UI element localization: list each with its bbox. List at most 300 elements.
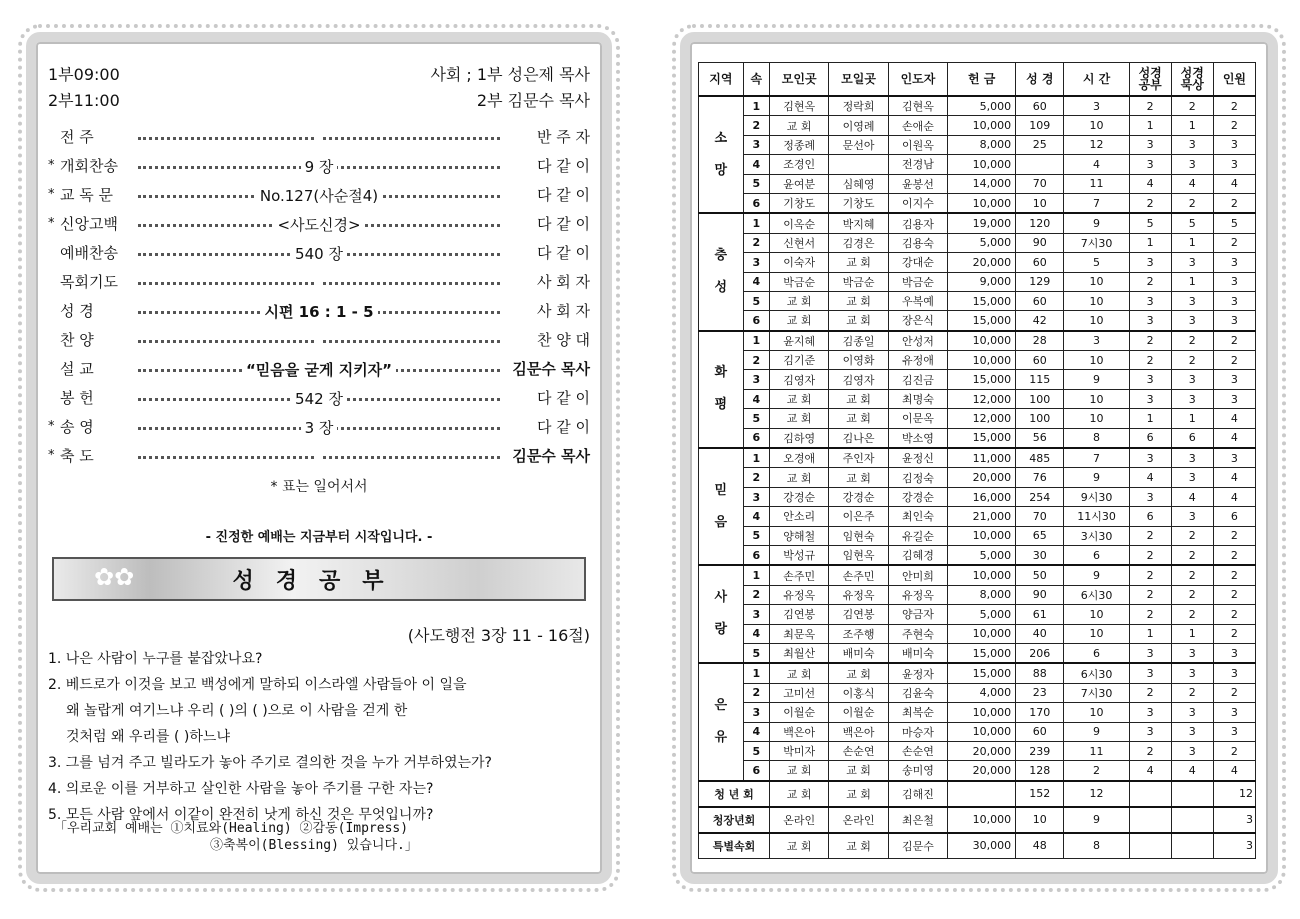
table-cell: 60 — [1016, 291, 1064, 310]
table-cell: 윤여분 — [769, 174, 828, 193]
table-cell: 김연봉 — [769, 605, 828, 624]
table-cell: 2 — [1129, 96, 1171, 116]
table-cell: 교 회 — [769, 116, 828, 135]
table-cell: 1 — [743, 331, 769, 351]
stand-mark: * — [48, 216, 55, 231]
right-page — [680, 32, 1278, 884]
table-cell: 10,000 — [948, 116, 1016, 135]
table-cell: 5,000 — [948, 545, 1016, 565]
table-cell: 3 — [1213, 291, 1255, 310]
table-cell: 5 — [743, 741, 769, 760]
table-cell: 최명숙 — [888, 389, 947, 408]
table-cell: 152 — [1016, 781, 1064, 807]
table-cell: 11시30 — [1064, 507, 1129, 526]
order-detail — [138, 446, 500, 466]
table-cell: 2 — [1213, 545, 1255, 565]
table-cell: 100 — [1016, 409, 1064, 428]
table-cell: 1 — [1171, 116, 1213, 135]
table-cell: 8 — [1064, 428, 1129, 448]
table-cell: 6 — [743, 428, 769, 448]
table-row — [699, 448, 1256, 468]
table-cell — [1016, 155, 1064, 174]
table-cell: 2 — [1129, 351, 1171, 370]
table-cell: 김해진 — [888, 781, 947, 807]
column-header: 헌 금 — [948, 63, 1016, 97]
table-cell: 김경은 — [829, 233, 888, 252]
table-cell: 안미희 — [888, 565, 947, 585]
table-cell: 2 — [1171, 96, 1213, 116]
column-header: 지역 — [699, 63, 744, 97]
table-cell: 90 — [1016, 585, 1064, 604]
table-cell: 6 — [743, 545, 769, 565]
order-label: 개회찬송 — [60, 157, 118, 175]
table-cell: 이숙자 — [769, 253, 828, 272]
table-cell: 안소리 — [769, 507, 828, 526]
table-cell: 3 — [1213, 807, 1255, 833]
table-cell: 2 — [743, 683, 769, 702]
order-person: 사 회 자 — [536, 273, 590, 291]
table-cell: 온라인 — [769, 807, 828, 833]
table-cell: 2 — [1171, 351, 1213, 370]
table-cell: 김종일 — [829, 331, 888, 351]
table-cell: 2 — [1213, 116, 1255, 135]
order-item — [48, 238, 590, 267]
table-cell: 10,000 — [948, 703, 1016, 722]
table-cell: 2 — [1213, 193, 1255, 213]
table-cell: 4 — [743, 389, 769, 408]
table-cell: 박금순 — [888, 272, 947, 291]
order-person: 다 같 이 — [536, 244, 590, 262]
table-cell: 박미자 — [769, 741, 828, 760]
table-cell: 1 — [1171, 233, 1213, 252]
table-row — [699, 722, 1256, 741]
order-person: 사 회 자 — [536, 302, 590, 320]
table-cell: 심혜영 — [829, 174, 888, 193]
service-time-row-1 — [48, 62, 590, 88]
table-cell: 3 — [1129, 135, 1171, 154]
table-row — [699, 174, 1256, 193]
table-cell: 임현숙 — [829, 526, 888, 545]
table-cell: 9시30 — [1064, 487, 1129, 506]
table-cell: 신현서 — [769, 233, 828, 252]
table-cell: 30,000 — [948, 833, 1016, 859]
table-cell: 3 — [1129, 253, 1171, 272]
service-time-1: 1부09:00 — [48, 65, 120, 84]
table-cell: 10,000 — [948, 193, 1016, 213]
table-cell: 3 — [1213, 253, 1255, 272]
table-cell: 2 — [1213, 565, 1255, 585]
slogan: - 진정한 예배는 지금부터 시작입니다. - — [205, 530, 433, 545]
table-cell: 254 — [1016, 487, 1064, 506]
table-cell: 1 — [1171, 409, 1213, 428]
table-cell: 김정숙 — [888, 468, 947, 487]
table-cell: 1 — [1129, 624, 1171, 643]
table-cell: 2 — [1213, 741, 1255, 760]
table-cell: 3 — [1064, 331, 1129, 351]
table-cell: 4 — [743, 722, 769, 741]
footer-motto — [54, 820, 418, 854]
table-cell: 3 — [1171, 703, 1213, 722]
order-item — [48, 180, 590, 209]
table-cell: 4,000 — [948, 683, 1016, 702]
table-cell: 4 — [1129, 468, 1171, 487]
table-cell: 14,000 — [948, 174, 1016, 193]
order-detail: 3 장 — [138, 417, 500, 437]
table-cell: 손애순 — [888, 116, 947, 135]
table-cell: 이지수 — [888, 193, 947, 213]
table-row — [699, 605, 1256, 624]
table-cell: 배미숙 — [829, 643, 888, 663]
table-cell: 115 — [1016, 370, 1064, 389]
table-cell: 1 — [1171, 624, 1213, 643]
table-cell: 최문옥 — [769, 624, 828, 643]
table-cell: 2 — [743, 585, 769, 604]
order-label: 봉 헌 — [60, 389, 94, 407]
table-cell: 조주행 — [829, 624, 888, 643]
table-cell: 76 — [1016, 468, 1064, 487]
table-cell: 5 — [1171, 213, 1213, 233]
table-cell: 60 — [1016, 722, 1064, 741]
table-cell: 박소영 — [888, 428, 947, 448]
table-cell: 3 — [1213, 389, 1255, 408]
table-row — [699, 253, 1256, 272]
table-cell: 교 회 — [829, 663, 888, 683]
table-cell: 유길순 — [888, 526, 947, 545]
table-cell — [1171, 833, 1213, 859]
order-person: 다 같 이 — [536, 389, 590, 407]
table-cell: 4 — [1213, 468, 1255, 487]
table-cell: 10,000 — [948, 722, 1016, 741]
order-item — [48, 151, 590, 180]
table-cell: 6 — [1213, 507, 1255, 526]
table-cell: 88 — [1016, 663, 1064, 683]
order-detail: 540 장 — [138, 243, 500, 263]
table-cell: 12 — [1213, 781, 1255, 807]
table-cell: 교 회 — [769, 468, 828, 487]
table-cell: 2 — [1171, 605, 1213, 624]
table-cell: 이은주 — [829, 507, 888, 526]
order-item — [48, 383, 590, 412]
table-cell: 2 — [1129, 331, 1171, 351]
table-cell: 오경애 — [769, 448, 828, 468]
table-cell: 2 — [1213, 624, 1255, 643]
table-cell: 60 — [1016, 253, 1064, 272]
table-cell: 3 — [1171, 722, 1213, 741]
table-cell: 문선아 — [829, 135, 888, 154]
table-cell — [1129, 833, 1171, 859]
table-cell: 3 — [743, 605, 769, 624]
table-cell: 장은식 — [888, 311, 947, 331]
table-cell: 3 — [1213, 643, 1255, 663]
table-cell: 3 — [1213, 448, 1255, 468]
table-cell: 2 — [1129, 683, 1171, 702]
table-cell: 21,000 — [948, 507, 1016, 526]
table-cell: 20,000 — [948, 468, 1016, 487]
table-cell: 2 — [1213, 526, 1255, 545]
table-cell: 김연봉 — [829, 605, 888, 624]
table-cell: 2 — [1213, 96, 1255, 116]
table-cell: 강경순 — [769, 487, 828, 506]
table-cell: 박금순 — [769, 272, 828, 291]
table-cell: 10 — [1064, 351, 1129, 370]
table-cell: 이홍식 — [829, 683, 888, 702]
table-cell: 10 — [1064, 624, 1129, 643]
table-cell: 손주민 — [829, 565, 888, 585]
table-cell: 1 — [743, 448, 769, 468]
order-detail — [138, 127, 500, 147]
table-cell: 239 — [1016, 741, 1064, 760]
table-cell: 2 — [1171, 565, 1213, 585]
table-cell: 15,000 — [948, 291, 1016, 310]
table-cell: 3 — [743, 487, 769, 506]
table-cell: 5 — [743, 409, 769, 428]
table-row — [699, 331, 1256, 351]
table-cell: 100 — [1016, 389, 1064, 408]
table-cell: 손주민 — [769, 565, 828, 585]
table-cell: 4 — [1213, 487, 1255, 506]
table-cell: 11 — [1064, 741, 1129, 760]
table-cell: 5,000 — [948, 605, 1016, 624]
table-cell: 2 — [1064, 761, 1129, 781]
table-cell: 온라인 — [829, 807, 888, 833]
table-cell: 10,000 — [948, 351, 1016, 370]
table-cell: 1 — [743, 213, 769, 233]
table-cell: 이영례 — [829, 116, 888, 135]
table-row — [699, 389, 1256, 408]
table-cell: 40 — [1016, 624, 1064, 643]
table-cell: 9 — [1064, 468, 1129, 487]
table-cell: 4 — [1129, 174, 1171, 193]
table-cell: 2 — [1213, 605, 1255, 624]
table-cell: 4 — [1171, 174, 1213, 193]
table-cell: 4 — [743, 272, 769, 291]
table-row — [699, 233, 1256, 252]
table-cell: 2 — [1213, 585, 1255, 604]
table-row — [699, 291, 1256, 310]
table-row — [699, 663, 1256, 683]
table-cell: 이문옥 — [888, 409, 947, 428]
table-cell: 3 — [1171, 741, 1213, 760]
table-cell: 1 — [1129, 233, 1171, 252]
question-line: 왜 놀랍게 여기느냐 우리 ( )의 ( )으로 이 사람을 걷게 한 — [66, 703, 408, 719]
table-cell: 전경남 — [888, 155, 947, 174]
table-cell: 윤봉선 — [888, 174, 947, 193]
table-cell: 강대순 — [888, 253, 947, 272]
table-cell: 2 — [1213, 351, 1255, 370]
order-detail: 542 장 — [138, 388, 500, 408]
table-row — [699, 116, 1256, 135]
order-label: 신앙고백 — [60, 215, 118, 233]
table-cell: 강경순 — [829, 487, 888, 506]
table-cell: 9 — [1064, 370, 1129, 389]
table-row — [699, 351, 1256, 370]
table-cell: 4 — [743, 624, 769, 643]
order-item — [48, 354, 590, 383]
table-cell: 5 — [1129, 213, 1171, 233]
table-cell: 70 — [1016, 507, 1064, 526]
table-cell: 임현옥 — [829, 545, 888, 565]
table-cell: 1 — [1129, 409, 1171, 428]
table-cell: 2 — [743, 116, 769, 135]
table-row — [699, 683, 1256, 702]
table-cell: 강경순 — [888, 487, 947, 506]
table-cell: 3 — [1129, 722, 1171, 741]
column-header: 인도자 — [888, 63, 947, 97]
group-row — [699, 807, 1256, 833]
order-label: 송 영 — [60, 418, 94, 436]
table-cell: 윤지혜 — [769, 331, 828, 351]
table-cell: 7 — [1064, 193, 1129, 213]
table-cell: 12 — [1064, 135, 1129, 154]
table-row — [699, 565, 1256, 585]
table-cell: 5 — [743, 291, 769, 310]
table-cell: 4 — [1129, 761, 1171, 781]
table-cell: 9 — [1064, 213, 1129, 233]
table-cell: 교 회 — [829, 761, 888, 781]
column-header: 성경 공부 — [1129, 63, 1171, 97]
table-row — [699, 507, 1256, 526]
table-cell: 송미영 — [888, 761, 947, 781]
table-cell: 20,000 — [948, 761, 1016, 781]
table-cell: 3 — [1129, 448, 1171, 468]
table-cell: 10 — [1064, 605, 1129, 624]
table-cell: 9,000 — [948, 272, 1016, 291]
table-cell: 7시30 — [1064, 233, 1129, 252]
table-cell: 4 — [1064, 155, 1129, 174]
table-cell: 10,000 — [948, 624, 1016, 643]
table-cell: 6시30 — [1064, 663, 1129, 683]
question-line: 3. 그를 넘겨 주고 빌라도가 놓아 주기로 결의한 것을 누가 거부하였는가? — [48, 755, 492, 771]
table-cell: 2 — [1129, 193, 1171, 213]
table-cell: 최복순 — [888, 703, 947, 722]
table-cell: 10 — [1064, 703, 1129, 722]
table-row — [699, 193, 1256, 213]
table-cell: 10 — [1016, 193, 1064, 213]
order-person: 김문수 목사 — [512, 360, 590, 378]
question-line: 2. 베드로가 이것을 보고 백성에게 말하되 이스라엘 사람들아 이 일을 — [48, 677, 467, 693]
table-cell — [829, 155, 888, 174]
table-cell: 2 — [1171, 545, 1213, 565]
order-label: 목회기도 — [60, 273, 118, 291]
table-cell: 109 — [1016, 116, 1064, 135]
table-cell: 김진금 — [888, 370, 947, 389]
table-cell: 15,000 — [948, 311, 1016, 331]
table-cell: 4 — [1171, 761, 1213, 781]
table-cell: 교 회 — [769, 833, 828, 859]
table-cell: 42 — [1016, 311, 1064, 331]
table-cell: 교 회 — [829, 409, 888, 428]
order-item — [48, 122, 590, 151]
table-cell: 23 — [1016, 683, 1064, 702]
table-cell: 3 — [1129, 291, 1171, 310]
table-cell — [1129, 781, 1171, 807]
table-cell: 5,000 — [948, 233, 1016, 252]
table-cell: 4 — [1171, 487, 1213, 506]
table-cell: 7시30 — [1064, 683, 1129, 702]
table-cell: 15,000 — [948, 428, 1016, 448]
table-cell: 2 — [1171, 585, 1213, 604]
table-cell: 4 — [1213, 761, 1255, 781]
table-cell: 김혜경 — [888, 545, 947, 565]
table-cell: 교 회 — [769, 663, 828, 683]
table-cell: 11,000 — [948, 448, 1016, 468]
order-person: 찬 양 대 — [536, 331, 590, 349]
order-label: 예배찬송 — [60, 244, 118, 262]
table-header — [699, 63, 1256, 97]
table-cell: 2 — [1129, 565, 1171, 585]
table-cell: 3 — [1213, 833, 1255, 859]
table-cell: 10 — [1064, 272, 1129, 291]
table-cell: 3 — [1213, 703, 1255, 722]
table-cell: 2 — [1171, 526, 1213, 545]
table-cell: 3 — [1129, 663, 1171, 683]
question-line: 5. 모든 사람 앞에서 이같이 완전히 낫게 하신 것은 무엇입니까? — [48, 807, 434, 823]
table-row — [699, 741, 1256, 760]
table-cell: 2 — [1129, 585, 1171, 604]
table-cell: 김현옥 — [888, 96, 947, 116]
table-cell: 3 — [743, 135, 769, 154]
table-cell: 1 — [743, 663, 769, 683]
table-cell: 김현옥 — [769, 96, 828, 116]
group-row — [699, 781, 1256, 807]
table-cell: 양금자 — [888, 605, 947, 624]
table-cell: 안성저 — [888, 331, 947, 351]
table-cell: 김기준 — [769, 351, 828, 370]
table-cell: 8 — [1064, 833, 1129, 859]
table-cell: 48 — [1016, 833, 1064, 859]
cell-group-table — [698, 62, 1256, 859]
region-name: 은 유 — [699, 663, 744, 780]
table-cell: 2 — [1129, 272, 1171, 291]
order-person: 다 같 이 — [536, 418, 590, 436]
table-cell: 1 — [1171, 272, 1213, 291]
region-name: 소 망 — [699, 96, 744, 213]
order-label: 설 교 — [60, 360, 94, 378]
table-cell: 2 — [1171, 193, 1213, 213]
table-row — [699, 624, 1256, 643]
table-row — [699, 487, 1256, 506]
order-detail — [138, 330, 500, 350]
scripture-reference: (사도행전 3장 11 - 16절) — [407, 626, 590, 645]
table-row — [699, 585, 1256, 604]
table-cell: 2 — [1213, 233, 1255, 252]
table-cell: 3 — [1064, 96, 1129, 116]
table-cell: 4 — [1213, 174, 1255, 193]
table-cell: 70 — [1016, 174, 1064, 193]
table-cell: 4 — [1213, 428, 1255, 448]
worship-order — [48, 122, 590, 470]
standing-note: * 표는 일어서서 — [270, 479, 368, 495]
table-cell: 8,000 — [948, 585, 1016, 604]
table-row — [699, 370, 1256, 389]
table-cell: 우복예 — [888, 291, 947, 310]
table-cell: 김윤숙 — [888, 683, 947, 702]
table-row — [699, 272, 1256, 291]
stand-mark: * — [48, 187, 55, 202]
table-cell: 이월순 — [769, 703, 828, 722]
table-cell: 김용숙 — [888, 233, 947, 252]
order-label: 찬 양 — [60, 331, 94, 349]
table-cell: 2 — [1213, 331, 1255, 351]
table-cell: 50 — [1016, 565, 1064, 585]
table-cell: 12,000 — [948, 409, 1016, 428]
table-cell: 교 회 — [769, 389, 828, 408]
table-cell: 5 — [1213, 213, 1255, 233]
order-item — [48, 412, 590, 441]
table-cell: 28 — [1016, 331, 1064, 351]
table-cell: 3 — [1171, 643, 1213, 663]
order-item — [48, 296, 590, 325]
